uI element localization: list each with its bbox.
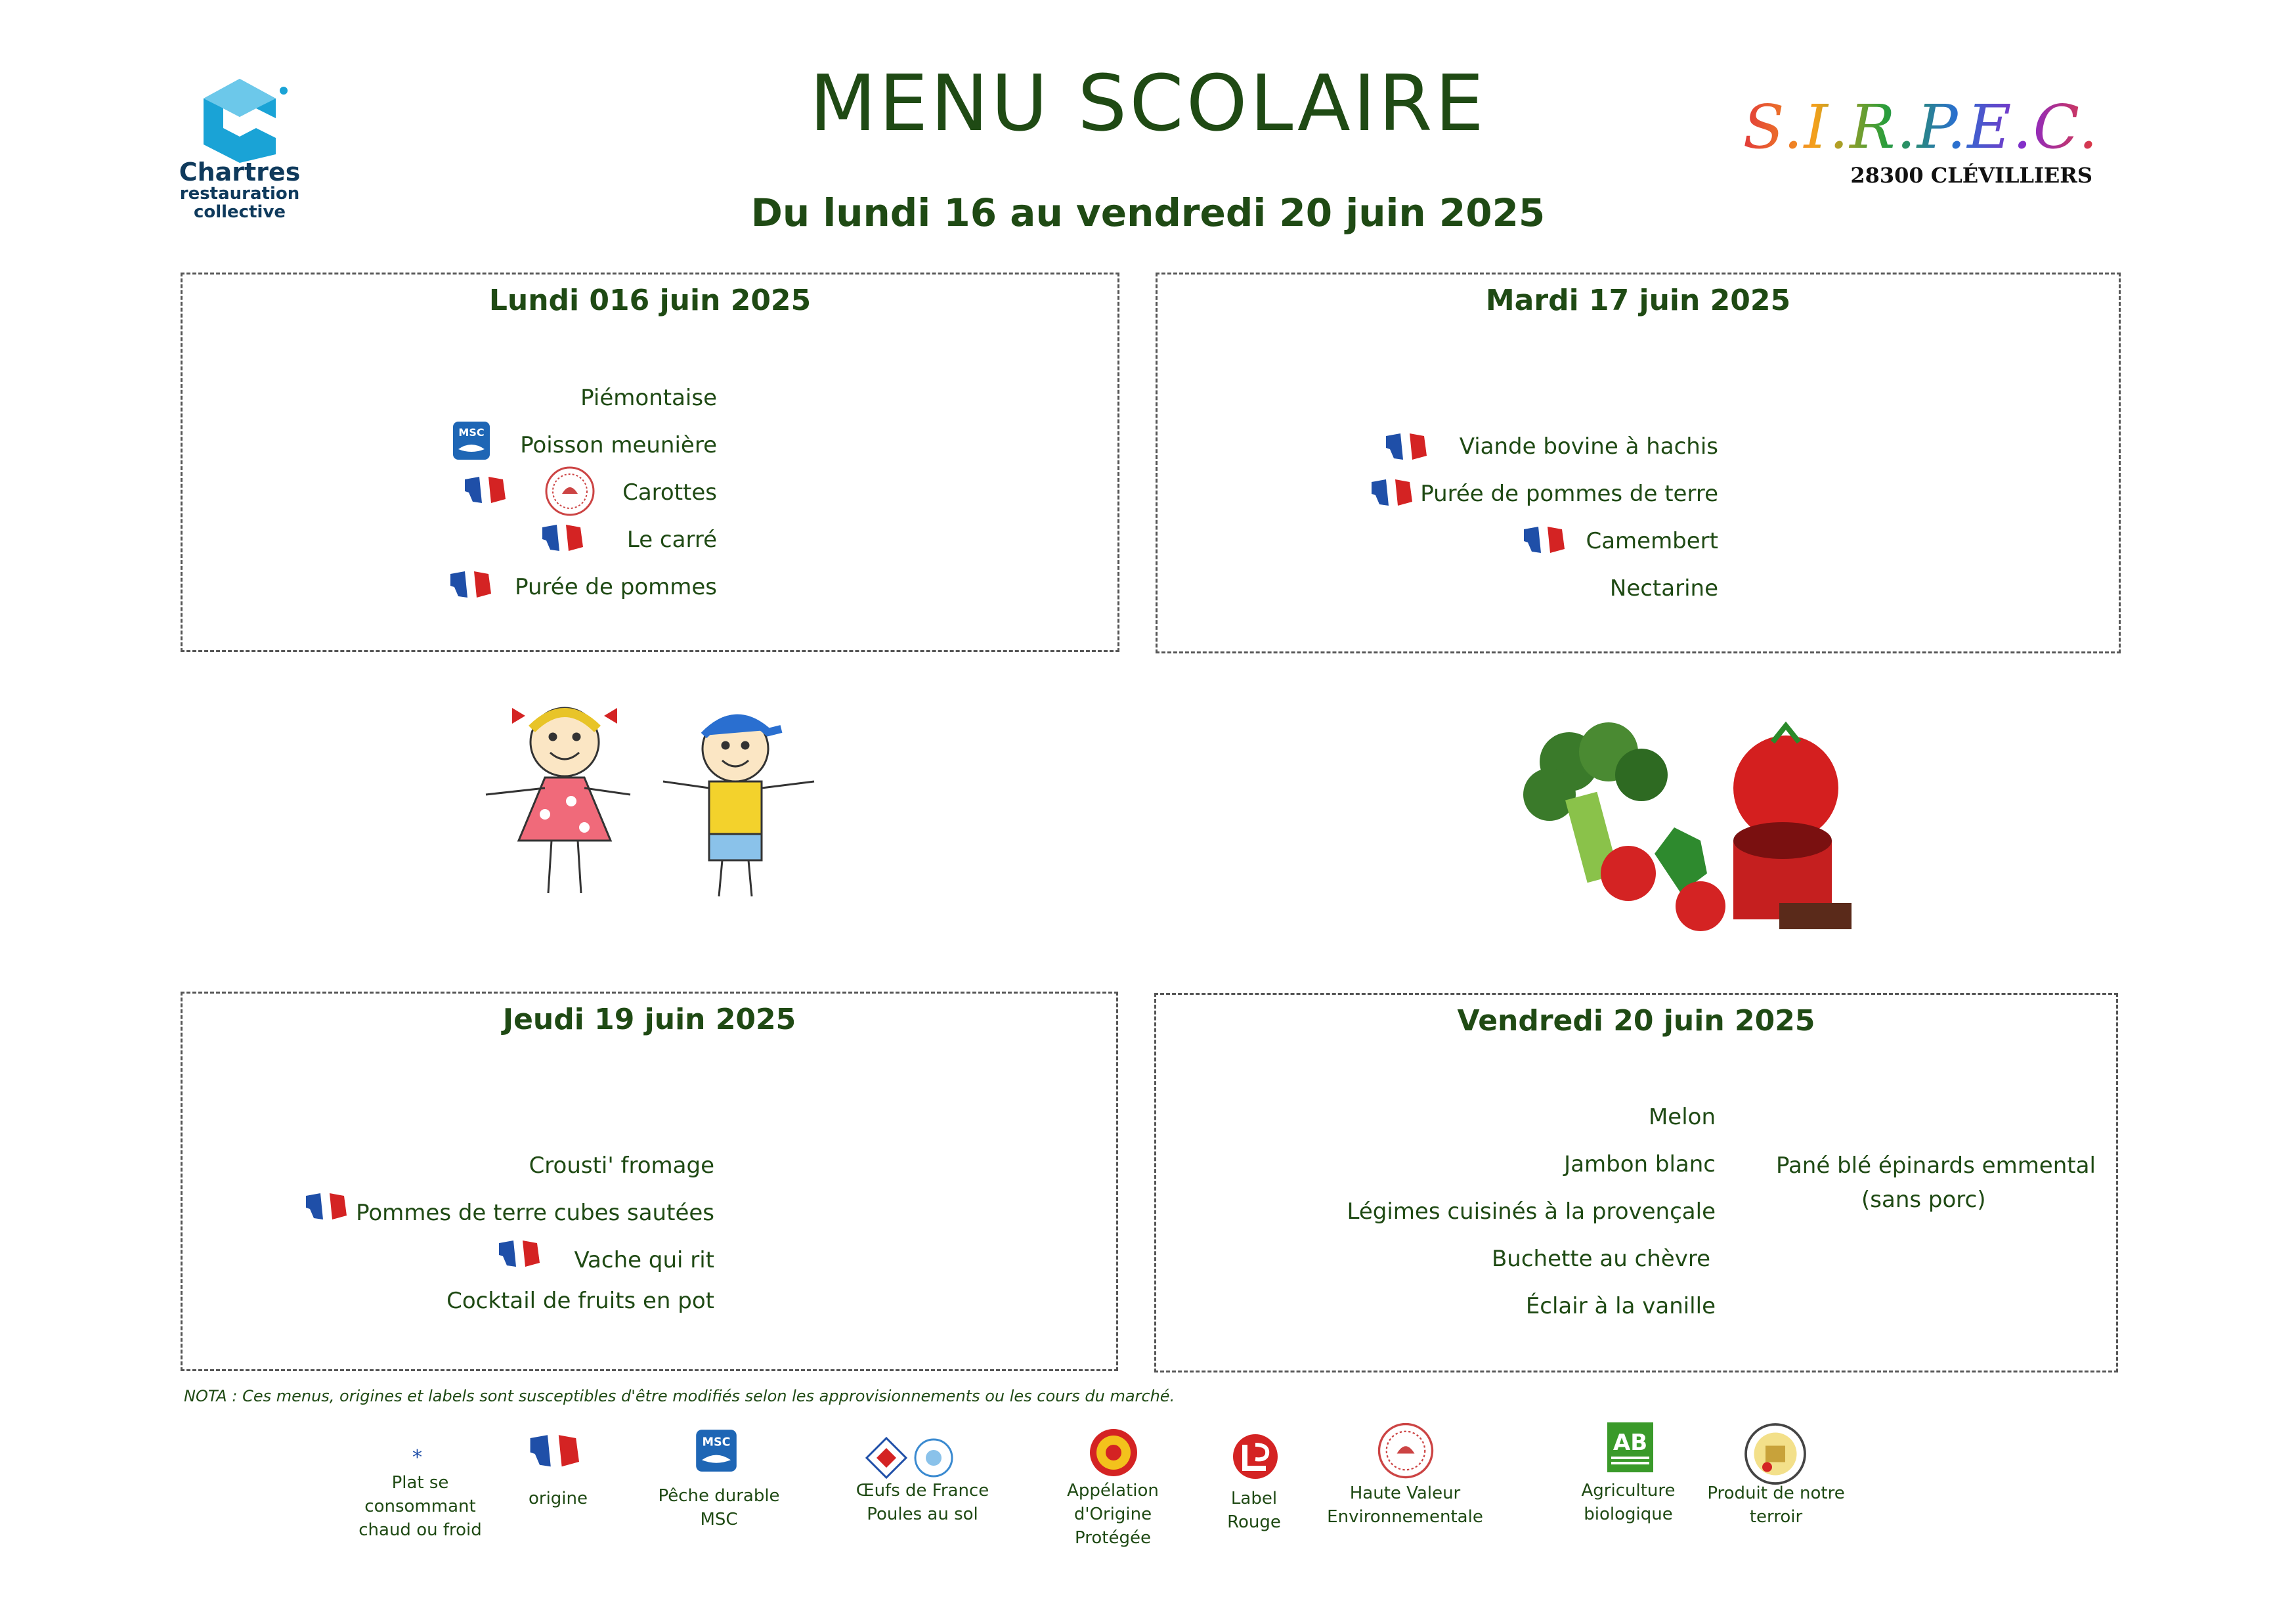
menu-item: Cocktail de fruits en pot [446, 1288, 714, 1314]
legend-text: Pêche durable [658, 1486, 780, 1506]
alternative-dish: Pané blé épinards emmental [1776, 1152, 2096, 1179]
menu-item: Viande bovine à hachis [1459, 433, 1718, 460]
sirpec-address: 28300 CLÉVILLIERS [1850, 163, 2092, 188]
children-illustration [473, 696, 840, 906]
legend-text: Plat se [391, 1473, 449, 1493]
menu-item: Melon [1648, 1104, 1716, 1130]
nota-disclaimer: NOTA : Ces menus, origines et labels sont susceptibles d'être modifiés selon les approvisionnements ou les cours du marché. [184, 1387, 1175, 1405]
menu-item: Nectarine [1609, 575, 1718, 602]
legend-label [643, 1484, 794, 1531]
legend-text: consommant [364, 1497, 476, 1516]
menu-item: Légimes cuisinés à la provençale [1347, 1198, 1716, 1225]
monday-menu-box [181, 273, 1119, 652]
menu-item: Vache qui rit [574, 1247, 714, 1273]
france-flag-icon [524, 1430, 587, 1470]
tuesday-title: Mardi 17 juin 2025 [1485, 284, 1791, 317]
legend-text: MSC [700, 1510, 738, 1529]
legend-label [499, 1487, 617, 1510]
fruits-vegetables-illustration [1510, 716, 1865, 933]
alternative-dish-note: (sans porc) [1861, 1187, 1986, 1213]
france-flag-icon [494, 1237, 546, 1269]
france-flag-icon [1381, 429, 1433, 462]
tuesday-menu-box [1156, 273, 2121, 653]
menu-item: Camembert [1586, 528, 1718, 554]
legend-label [1044, 1479, 1182, 1550]
aop-icon [1087, 1426, 1140, 1479]
legend-text: Rouge [1227, 1512, 1281, 1532]
chartres-logo-line3: collective [193, 202, 286, 222]
eggs-icon [860, 1432, 959, 1484]
chartres-logo-line2: restauration [179, 184, 300, 204]
menu-item: Buchette au chèvre [1491, 1246, 1710, 1272]
menu-item: Purée de pommes de terre [1420, 481, 1718, 507]
thursday-title: Jeudi 19 juin 2025 [502, 1003, 796, 1036]
menu-item: Le carré [626, 527, 717, 553]
legend-text: Protégée [1075, 1528, 1151, 1548]
friday-menu-box [1154, 993, 2118, 1372]
legend-text: Haute Valeur [1349, 1483, 1461, 1503]
menu-item: Éclair à la vanille [1525, 1293, 1716, 1319]
france-flag-icon [1519, 523, 1571, 556]
label-rouge-icon [1229, 1430, 1282, 1483]
monday-title: Lundi 016 juin 2025 [488, 284, 812, 317]
menu-item: Poisson meunière [520, 432, 717, 458]
legend [0, 1418, 2296, 1615]
legend-text: Produit de notre [1707, 1483, 1845, 1503]
page-subtitle: Du lundi 16 au vendredi 20 juin 2025 [750, 190, 1546, 235]
menu-item: Pommes de terre cubes sautées [356, 1200, 714, 1226]
legend-text: Poules au sol [867, 1504, 978, 1524]
menu-item: Jambon blanc [1564, 1151, 1716, 1177]
legend-text: Agriculture [1581, 1481, 1676, 1501]
menu-item: Purée de pommes [515, 574, 717, 600]
msc-text: MSC [458, 426, 485, 439]
sirpec-logo [1743, 92, 2099, 162]
legend-label [348, 1471, 492, 1542]
sirpec-name: S.I.R.P.E.C. [1743, 92, 2099, 162]
legend-label [1202, 1487, 1307, 1534]
france-flag-icon [1366, 475, 1419, 508]
legend-text: Label [1230, 1489, 1278, 1508]
hve-icon [544, 465, 596, 517]
asterisk-icon: * [412, 1446, 422, 1469]
legend-text: terroir [1749, 1507, 1803, 1527]
legend-label [1694, 1481, 1858, 1529]
chartres-logo-line1: Chartres [179, 158, 301, 187]
thursday-menu-box [181, 992, 1118, 1371]
legend-text: biologique [1584, 1504, 1673, 1524]
legend-text: chaud ou froid [358, 1520, 482, 1540]
ab-text: AB [1613, 1430, 1648, 1456]
legend-text: Appélation [1067, 1481, 1159, 1501]
legend-text: Environnementale [1327, 1507, 1483, 1527]
france-flag-icon [537, 521, 590, 554]
terroir-icon [1743, 1421, 1808, 1487]
france-flag-icon [460, 473, 512, 506]
legend-label [1313, 1481, 1497, 1529]
legend-text: origine [528, 1489, 588, 1508]
msc-icon [452, 420, 491, 461]
france-flag-icon [445, 567, 498, 600]
menu-item: Carottes [622, 479, 717, 506]
hve-icon [1376, 1421, 1435, 1480]
france-flag-icon [301, 1189, 353, 1222]
legend-label [1563, 1479, 1694, 1526]
legend-text: Œufs de France [856, 1481, 989, 1501]
ab-icon [1606, 1421, 1655, 1474]
friday-title: Vendredi 20 juin 2025 [1457, 1004, 1815, 1038]
page-title: MENU SCOLAIRE [809, 58, 1487, 148]
menu-item: Crousti' fromage [529, 1152, 714, 1179]
legend-text: d'Origine [1073, 1504, 1152, 1524]
msc-text: MSC [702, 1436, 731, 1449]
msc-icon [695, 1428, 738, 1474]
menu-item: Piémontaise [580, 385, 717, 411]
legend-label [827, 1479, 1018, 1526]
